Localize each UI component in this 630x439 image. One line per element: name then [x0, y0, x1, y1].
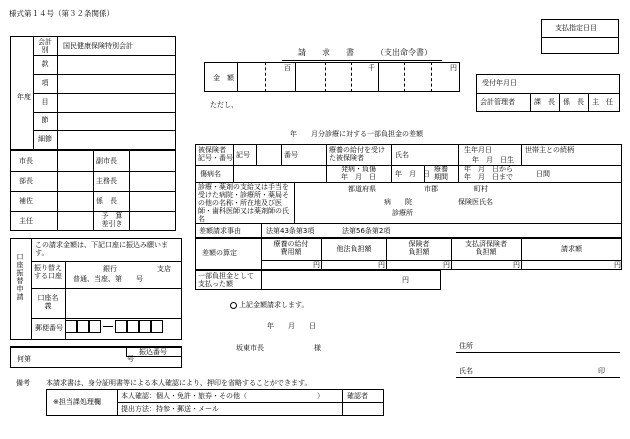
- claim-option[interactable]: 法第43条第3項: [266, 227, 315, 235]
- budget-row-label: 目: [41, 98, 49, 106]
- budget-row-label: 節: [41, 116, 49, 124]
- fiscal-year-label: 年度: [17, 93, 31, 101]
- claim-option[interactable]: 法第56条第2項: [342, 227, 391, 235]
- seal-mark: 印: [598, 367, 605, 375]
- onset-label: 発病・負傷 年 月 日: [341, 165, 376, 182]
- calc-header: 支払済保険者 負担額: [465, 240, 507, 257]
- approval-table: [10, 150, 176, 231]
- purpose-heading: 年 月分診療に対する一部負担金の差額: [290, 130, 423, 138]
- confirmer-label: 確認者: [347, 392, 368, 400]
- approval-label: 係 長: [96, 197, 117, 205]
- staff-box-label: ※担当課処理欄: [53, 398, 101, 406]
- approval-label: 予 算 差引き: [101, 212, 123, 229]
- what-number-suffix: 号: [127, 355, 134, 363]
- period-value[interactable]: 年 月 日から 年 月 日まで: [464, 165, 513, 182]
- symbol-label: 記号: [236, 151, 250, 159]
- insured-no-label: 被保険者 記号・番号: [198, 146, 233, 163]
- amount-box[interactable]: [204, 62, 460, 92]
- bank-notice: この請求金額は、下記口座に振込み願います。: [35, 241, 168, 258]
- prefecture-label: 都道府県: [348, 185, 376, 193]
- calc-header: 他法負担額: [336, 245, 372, 253]
- what-number-label: 何第: [17, 355, 31, 363]
- approval-label: 市長: [19, 157, 33, 165]
- recipient-label: 療養の給付を受けた被保険者: [329, 146, 385, 163]
- reception-date-label: 受付年月日: [482, 79, 517, 87]
- request-circle-icon: [230, 302, 237, 309]
- postal-digit[interactable]: [77, 320, 89, 333]
- account-types[interactable]: 普通、当座、第 号: [73, 275, 143, 283]
- patient-detail-table: [195, 144, 622, 238]
- unit-yen: 円: [450, 64, 457, 72]
- date-line[interactable]: 年 月 日: [267, 322, 316, 330]
- clinic-label: 診療所: [392, 209, 413, 217]
- request-line: 上記金額請求します。: [239, 301, 309, 309]
- postal-code-label: 郵便番号: [35, 324, 63, 332]
- approval-label: 主任: [19, 217, 33, 225]
- transfer-no-box: [126, 346, 182, 357]
- calc-label: 差額の算定: [202, 249, 237, 257]
- postal-digit[interactable]: [89, 320, 101, 333]
- unit-thousand: 千: [368, 64, 375, 72]
- remarks-label: 備考: [16, 379, 30, 387]
- calc-header: 保険者 負担額: [408, 240, 430, 257]
- number-label: 番号: [284, 151, 298, 159]
- honorific: 様: [314, 344, 321, 352]
- days-label: 日間: [536, 170, 550, 178]
- transfer-account-label: 振り替えする口座: [34, 264, 62, 281]
- claim-reason-label: 差額請求事由: [199, 227, 241, 235]
- bank-suffix: 銀行: [103, 265, 117, 273]
- disease-label: 傷病名: [200, 170, 221, 178]
- name-label: 氏名: [395, 151, 409, 159]
- transfer-no-label: 振込番号: [139, 348, 167, 356]
- partial-label: 一部負担金として支払った額: [198, 272, 254, 289]
- branch-suffix: 支店: [157, 265, 171, 273]
- payment-date-label: 支払指定日目: [555, 24, 597, 32]
- calc-unit: 円: [513, 261, 520, 269]
- address-label: 住所: [459, 342, 473, 350]
- town-label: 町村: [474, 185, 488, 193]
- accounting-manager-label: 会計管理者: [480, 98, 515, 106]
- budget-row-label: 款: [41, 60, 49, 68]
- partial-payment-box[interactable]: [195, 270, 441, 290]
- calc-header: 請求額: [561, 245, 582, 253]
- period-label: 療養 期間: [434, 165, 448, 182]
- calc-table: [195, 238, 622, 270]
- provided-text: ただし、: [210, 101, 238, 109]
- postal-digit[interactable]: [151, 320, 163, 333]
- postal-digit[interactable]: [65, 320, 77, 333]
- approval-label: 補佐: [19, 197, 33, 205]
- approval-label: 主務長: [96, 177, 117, 185]
- payment-date-box[interactable]: [541, 19, 619, 54]
- budget-row-label: 項: [41, 79, 49, 87]
- submission-method[interactable]: 提出方法：持参・郵送・メール: [121, 405, 219, 413]
- calc-unit: 円: [443, 261, 450, 269]
- partial-unit: 円: [402, 276, 409, 284]
- budget-row-value[interactable]: 国民健康保険特別会計: [63, 42, 133, 50]
- unit-hundred: 百: [284, 64, 291, 72]
- staff-role: 課 長: [534, 98, 555, 106]
- invoice-subtitle: （支出命令書）: [376, 48, 432, 57]
- budget-row-label: 会計別: [38, 38, 52, 55]
- provider-label: 診療・薬剤の支給又は手当を受けた病院・診療所・薬局その他の名称・所在地及び医師・歯科医師又は薬剤師の氏名: [198, 183, 289, 224]
- postal-digit[interactable]: [139, 320, 151, 333]
- postal-digit[interactable]: [115, 320, 127, 333]
- form-number: 様式第１４号（第３２条関係）: [9, 9, 114, 18]
- budget-table: [10, 36, 176, 150]
- staff-role: 主 任: [592, 98, 613, 106]
- dob-value[interactable]: 年 月 日生: [472, 156, 514, 164]
- budget-row-label: 細節: [38, 135, 52, 143]
- identity-check[interactable]: 本人確認：個人・免許・旅券・その他（ ）: [121, 392, 324, 400]
- hospital-label: 病 院: [384, 198, 412, 206]
- dob-label: 生年月日: [464, 146, 492, 154]
- addressee: 坂東市長: [236, 344, 264, 352]
- bank-title: 口座振替申請: [16, 253, 25, 301]
- staff-role: 係 長: [563, 98, 584, 106]
- city-label: 市郡: [424, 185, 438, 193]
- approval-label: 部長: [19, 177, 33, 185]
- onset-value[interactable]: 年 月 日: [395, 170, 430, 178]
- reception-box: [476, 74, 620, 112]
- calc-header: 療養の給付 費用額: [273, 240, 309, 257]
- calc-unit: 円: [313, 261, 320, 269]
- account-holder-label: 口座名義: [37, 294, 59, 311]
- approval-label: 副市長: [96, 157, 117, 165]
- calc-unit: 円: [378, 261, 385, 269]
- invoice-title: 請 求 書: [298, 48, 354, 57]
- postal-digit[interactable]: [127, 320, 139, 333]
- remarks-text: 本請求書は、身分証明書等による本人確認により、押印を省略することができます。: [46, 379, 312, 387]
- amount-label: 金 額: [213, 74, 234, 82]
- doctor-label: 保険医氏名: [458, 198, 493, 206]
- claimant-name-label: 氏名: [459, 367, 473, 375]
- staff-processing-box: [46, 389, 384, 416]
- calc-unit: 円: [614, 261, 621, 269]
- householder-label: 世帯主との続柄: [525, 146, 574, 154]
